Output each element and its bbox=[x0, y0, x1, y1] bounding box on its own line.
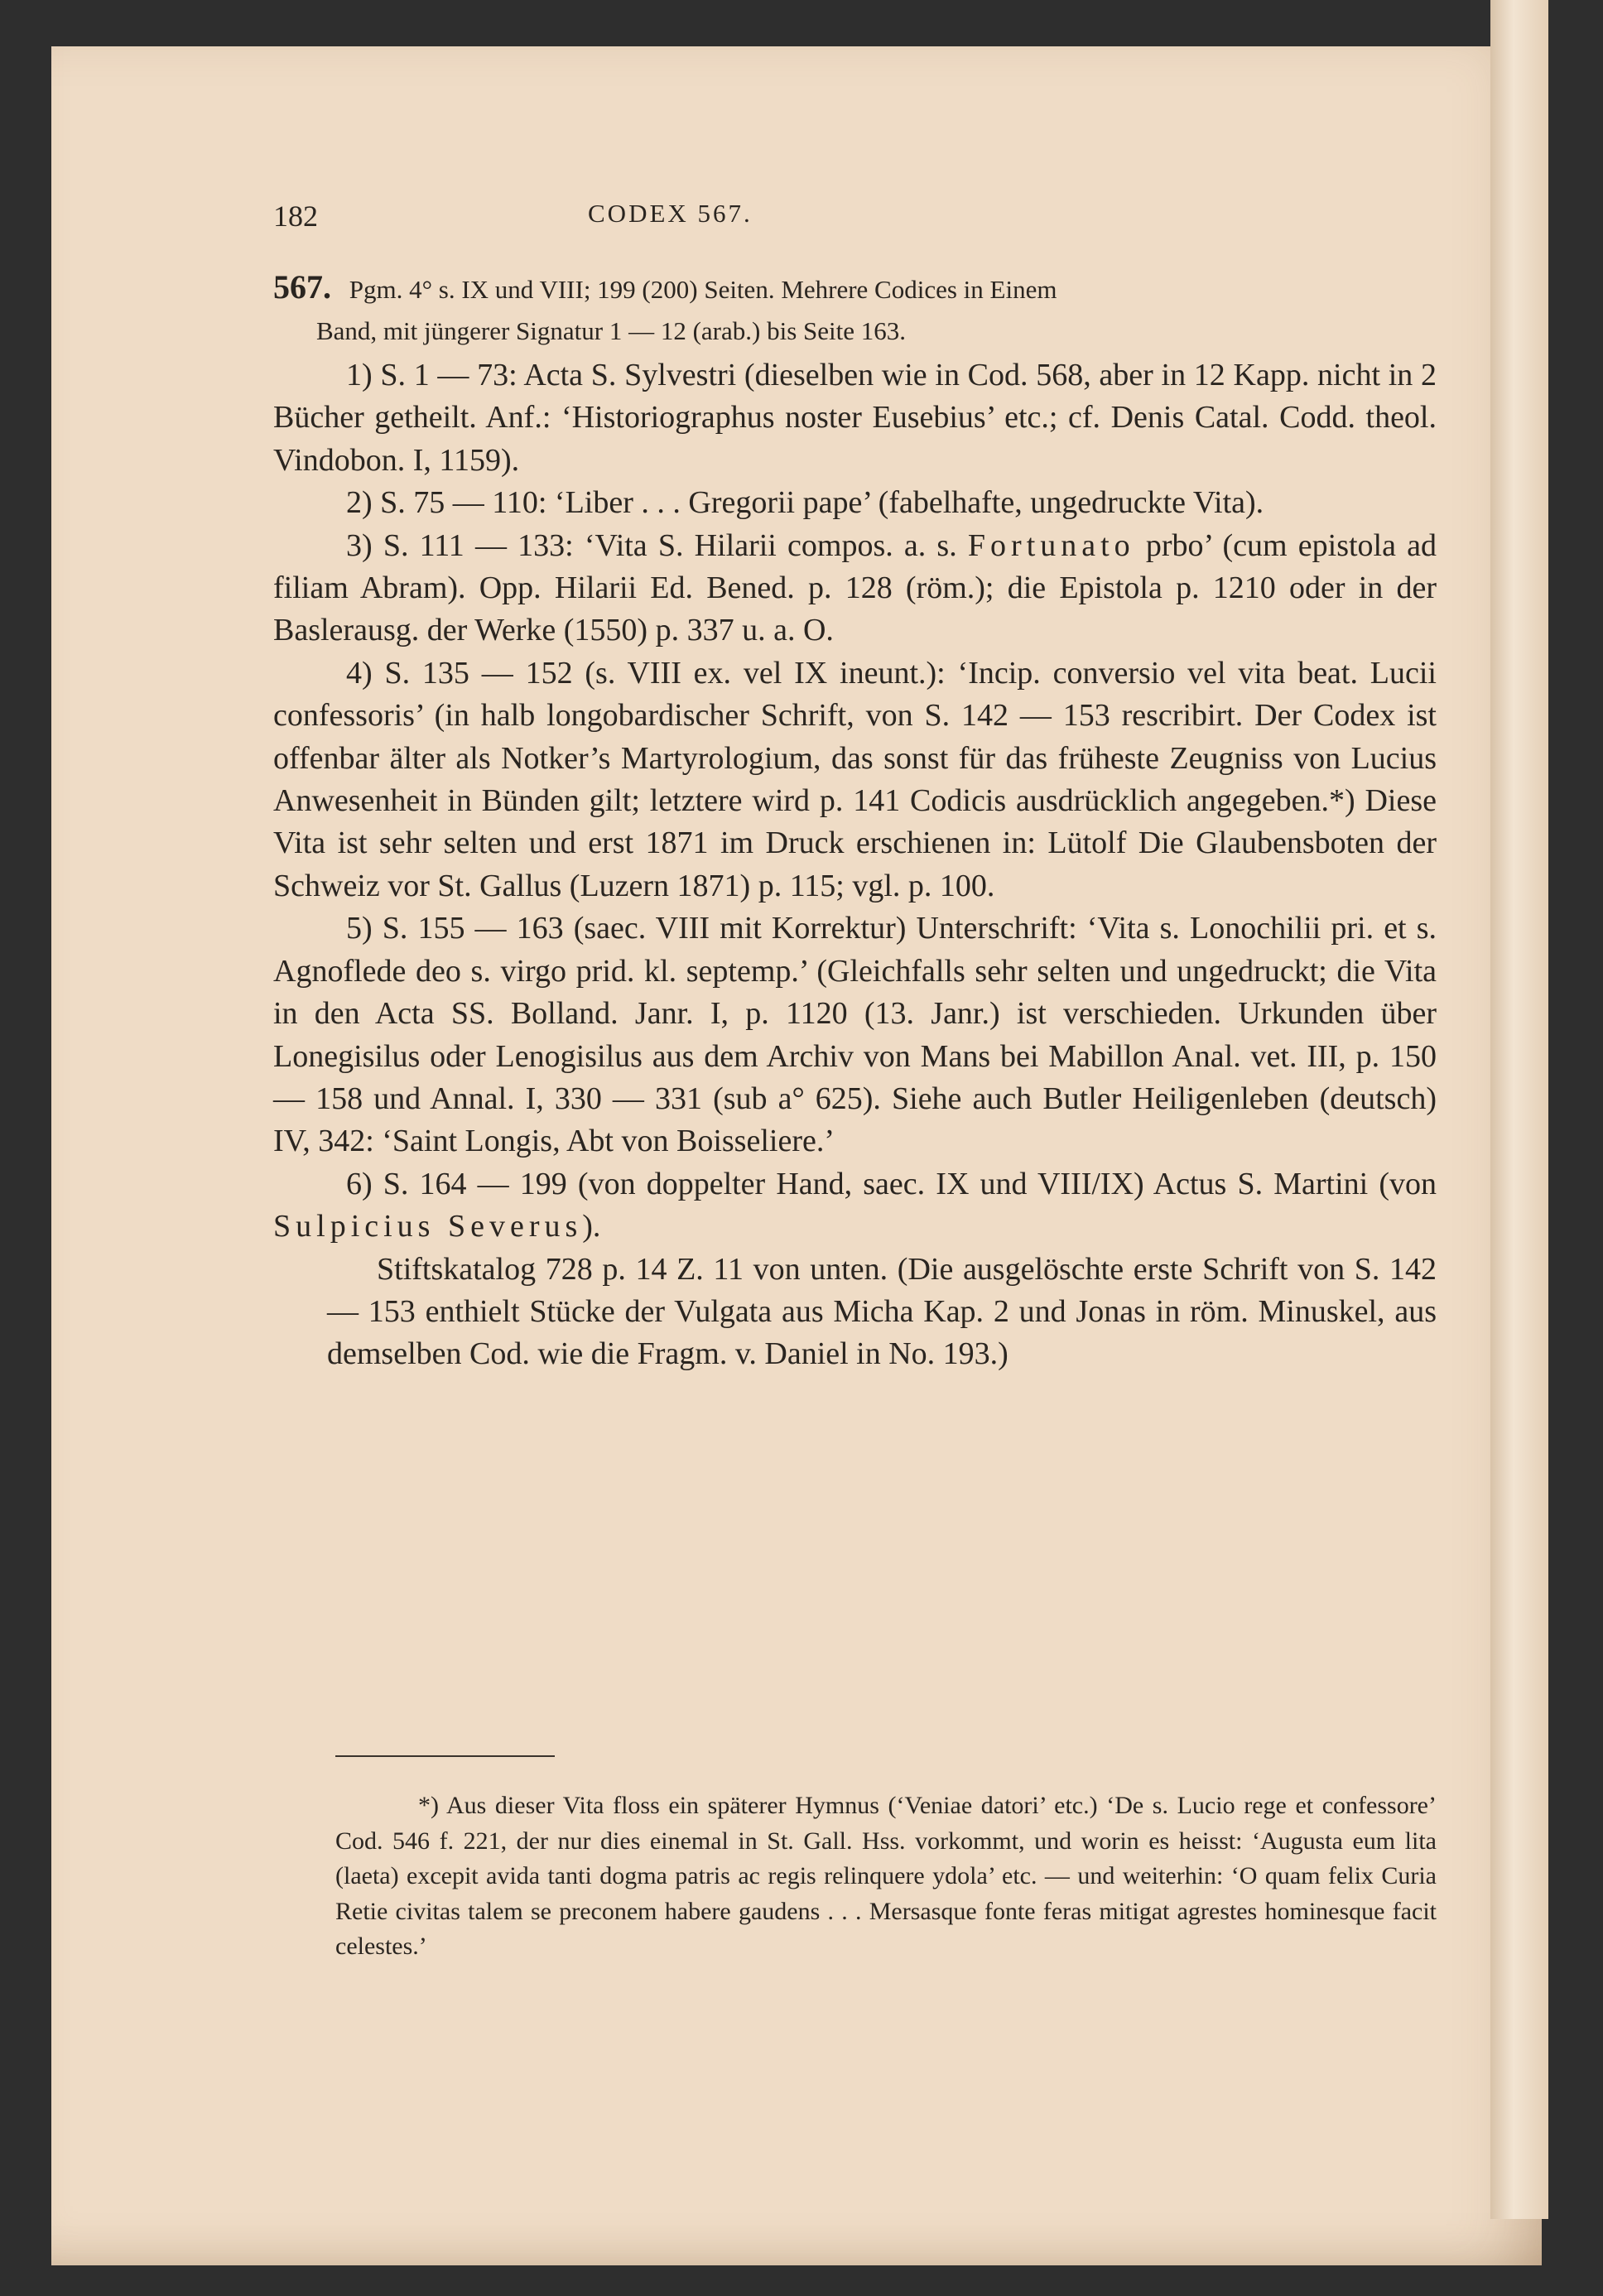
codex-entry-heading bbox=[273, 267, 1432, 352]
paragraph-5: 5) S. 155 — 163 (saec. VIII mit Korrektur) Unterschrift: ‘Vita s. Lonochilii pri. et s. Agnoflede deo s. virgo prid. kl. septemp.’ (Gleichfalls sehr selten und ungedruckt; die Vita in den Acta SS. Bolland. Janr. I, p. 1120 (13. Janr.) ist verschieden. Urkunden über Lonegisilus oder Lenogisilus aus dem Archiv von Mans bei Mabillon Anal. vet. III, p. 150 — 158 und Annal. I, 330 — 331 (sub a° 625). Siehe auch Butler Heiligenleben (deutsch) IV, 342: ‘Saint Longis, Abt von Boisseliere.’ bbox=[273, 911, 1437, 1159]
paragraph-7 bbox=[327, 1249, 1437, 1376]
codex-description-line1: Pgm. 4° s. IX und VIII; 199 (200) Seiten. Mehrere Codices in Einem bbox=[349, 275, 1057, 304]
codex-description-line2: Band, mit jüngerer Signatur 1 — 12 (arab.) bis Seite 163. bbox=[316, 316, 907, 345]
paragraph-3 bbox=[273, 525, 1437, 652]
paragraph-6-spaced-name: Sulpicius Severus bbox=[273, 1209, 583, 1244]
running-head bbox=[273, 199, 969, 233]
codex-number: 567. bbox=[273, 268, 331, 306]
paragraph-6-text-b: ). bbox=[582, 1209, 601, 1244]
paragraph-3-text-b: prbo’ (cum epistola ad filiam Abram). Opp. Hilarii Ed. Bened. p. 128 (röm.); die Epistola p. 1210 oder in der Baslerausg. der Werke (1550) p. 337 u. a. O. bbox=[273, 527, 1437, 648]
page-number: 182 bbox=[273, 200, 318, 233]
body-text bbox=[273, 354, 1437, 1376]
paragraph-1: 1) S. 1 — 73: Acta S. Sylvestri (dieselben wie in Cod. 568, aber in 12 Kapp. nicht in 2 Bücher getheilt. Anf.: ‘Historiographus noster Eusebius’ etc.; cf. Denis Catal. Codd. theol. Vindobon. I, 1159). bbox=[273, 358, 1437, 478]
paragraph-6 bbox=[273, 1163, 1437, 1249]
paragraph-4: 4) S. 135 — 152 (s. VIII ex. vel IX ineunt.): ‘Incip. conversio vel vita beat. Lucii confessoris’ (in halb longobardischer Schrift, von S. 142 — 153 rescribirt. Der Codex ist offenbar älter als Notker’s Martyrologium, das sonst für das früheste Zeugniss von Lucius Anwesenheit in Bünden gilt; letztere wird p. 141 Codicis ausdrücklich angegeben.*) Diese Vita ist sehr selten und erst 1871 im Druck erschienen in: Lütolf Die Glaubensboten der Schweiz vor St. Gallus (Luzern 1871) p. 115; vgl. p. 100. bbox=[273, 655, 1437, 903]
paragraph-7-text: Stiftskatalog 728 p. 14 Z. 11 von unten. (Die ausgelöschte erste Schrift von S. 142 — 153 enthielt Stücke der Vulgata aus Micha Kap. 2 und Jonas in röm. Minuskel, aus demselben Cod. wie die Fragm. v. Daniel in No. 193.) bbox=[327, 1251, 1437, 1372]
page-gutter bbox=[1490, 0, 1548, 2219]
footnote: *) Aus dieser Vita floss ein späterer Hymnus (‘Veniae datori’ etc.) ‘De s. Lucio rege et confessore’ Cod. 546 f. 221, der nur dies einemal in St. Gall. Hss. vorkommt, und worin es heisst: ‘Augusta eum lita (laeta) excepit avida tanti dogma patris ac regis relinquere ydola’ etc. — und weiterhin: ‘O quam felix Curia Retie civitas talem se preconem habere gaudens . . . Mersasque fonte feras mitigat agrestes hominesque facit celestes.’ bbox=[335, 1792, 1437, 1960]
paragraph-2: 2) S. 75 — 110: ‘Liber . . . Gregorii pape’ (fabelhafte, ungedruckte Vita). bbox=[346, 485, 1264, 521]
paragraph-3-text-a: 3) S. 111 — 133: ‘Vita S. Hilarii compos. a. s. bbox=[346, 527, 968, 563]
footnote-rule bbox=[335, 1755, 555, 1757]
paragraph-3-spaced-name: Fortunato bbox=[967, 527, 1135, 563]
paragraph-6-text-a: 6) S. 164 — 199 (von doppelter Hand, saec. IX und VIII/IX) Actus S. Martini (von bbox=[346, 1166, 1437, 1201]
running-title: CODEX 567. bbox=[588, 199, 753, 228]
